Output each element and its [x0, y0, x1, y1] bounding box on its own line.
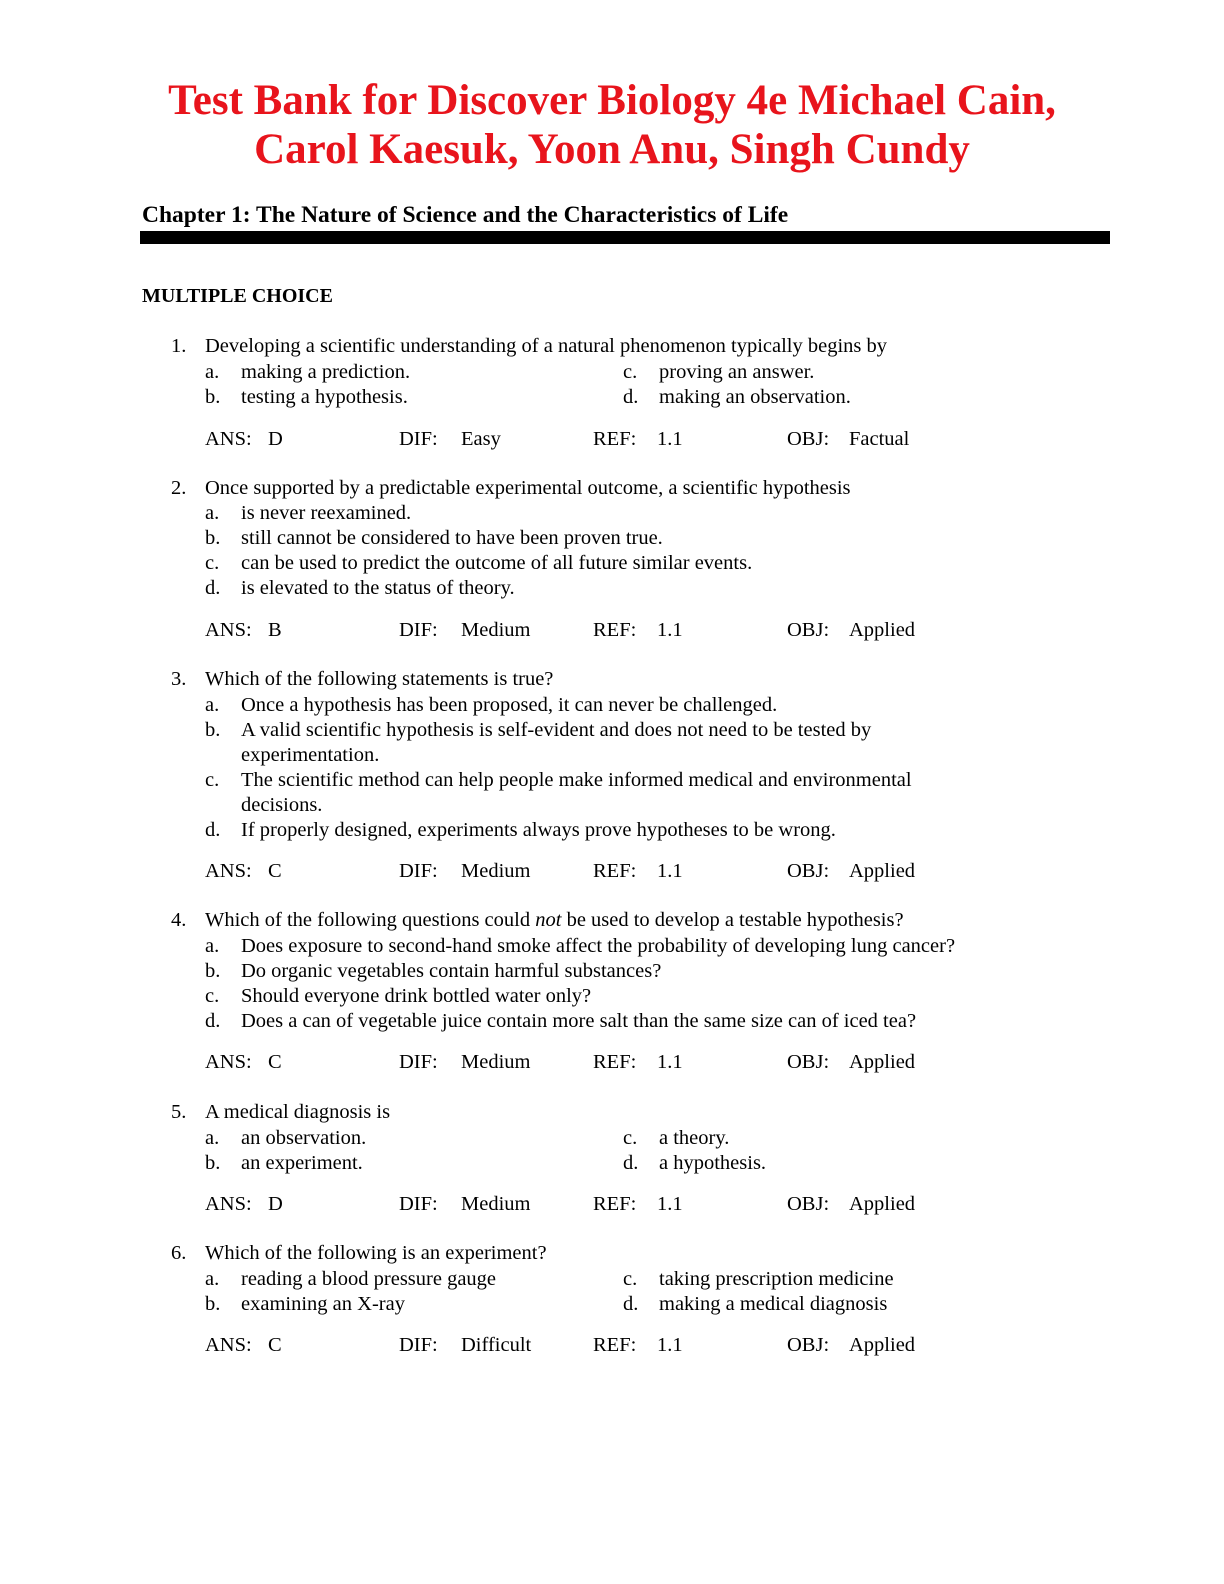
question-text: A medical diagnosis is: [205, 1101, 391, 1123]
answer-value: D: [268, 1193, 283, 1215]
answer-value: C: [268, 1051, 282, 1073]
option-b: b.: [205, 719, 221, 741]
option-b-text-continued: experimentation.: [241, 744, 380, 766]
question-number: 6.: [171, 1242, 187, 1264]
answer-value: B: [268, 619, 282, 641]
option-d-text: is elevated to the status of theory.: [241, 577, 515, 599]
option-b-text: still cannot be considered to have been proven true.: [241, 527, 663, 549]
option-c-text: a theory.: [659, 1127, 730, 1149]
difficulty-label: DIF:: [399, 1051, 438, 1073]
option-b: [205, 385, 220, 409]
question-number: 3.: [171, 668, 187, 690]
option-a: a.: [205, 1268, 220, 1290]
difficulty-value: Medium: [461, 1051, 531, 1073]
option-d-text: If properly designed, experiments always prove hypotheses to be wrong.: [241, 819, 836, 841]
option-b-text: Do organic vegetables contain harmful substances?: [241, 960, 662, 982]
difficulty-label: DIF:: [399, 1193, 438, 1215]
objective-label: OBJ:: [787, 860, 830, 882]
option-letter: c.: [623, 361, 638, 383]
option-letter: d.: [623, 386, 639, 408]
section-heading: MULTIPLE CHOICE: [142, 285, 333, 307]
reference-label: REF:: [593, 619, 637, 641]
option-d: [623, 385, 638, 409]
answer-label: ANS:: [205, 428, 252, 450]
option-a: [205, 360, 219, 384]
question-number: 2.: [171, 477, 187, 499]
reference-value: 1.1: [657, 860, 683, 882]
objective-value: Applied: [849, 1193, 916, 1215]
reference-value: 1.1: [657, 1334, 683, 1356]
difficulty-label: DIF:: [399, 860, 438, 882]
option-b: b.: [205, 1152, 221, 1174]
option-b: b.: [205, 1293, 221, 1315]
question-number: 5.: [171, 1101, 187, 1123]
option-a: a.: [205, 1127, 220, 1149]
option-c: c.: [623, 1127, 638, 1149]
option-a-text: an observation.: [241, 1127, 367, 1149]
option-c-text: taking prescription medicine: [659, 1268, 894, 1290]
reference-value: 1.1: [657, 1193, 683, 1215]
answer-label: ANS:: [205, 619, 252, 641]
difficulty-value: Medium: [461, 1193, 531, 1215]
objective-value: Factual: [849, 428, 910, 450]
objective-value: Applied: [849, 1051, 916, 1073]
option-a-text: Once a hypothesis has been proposed, it can never be challenged.: [241, 694, 778, 716]
option-d: d.: [205, 577, 221, 599]
option-c-text: The scientific method can help people make informed medical and environmental: [241, 769, 912, 791]
answer-label: ANS:: [205, 1193, 252, 1215]
option-a: a.: [205, 935, 220, 957]
question-number: 1.: [171, 335, 187, 357]
answer-label: ANS:: [205, 860, 252, 882]
option-d-text: making a medical diagnosis: [659, 1293, 888, 1315]
objective-label: OBJ:: [787, 1051, 830, 1073]
answer-value: C: [268, 860, 282, 882]
option-c-text-continued: decisions.: [241, 794, 323, 816]
option-d: d.: [623, 1293, 639, 1315]
reference-label: REF:: [593, 1193, 637, 1215]
option-b: b.: [205, 960, 221, 982]
answer-value: D: [268, 428, 283, 450]
option-a-text: reading a blood pressure gauge: [241, 1268, 497, 1290]
option-a-text: Does exposure to second-hand smoke affect the probability of developing lung cancer?: [241, 935, 956, 957]
option-b: b.: [205, 527, 221, 549]
option-a-text: making a prediction.: [241, 361, 411, 383]
difficulty-value: Medium: [461, 619, 531, 641]
option-b-text: testing a hypothesis.: [241, 386, 408, 408]
chapter-heading: Chapter 1: The Nature of Science and the Characteristics of Life: [142, 202, 789, 228]
reference-value: 1.1: [657, 619, 683, 641]
option-d: d.: [205, 1010, 221, 1032]
option-c: [623, 360, 637, 384]
option-b-text: A valid scientific hypothesis is self-evident and does not need to be tested by: [241, 719, 872, 741]
title-line-2: Carol Kaesuk, Yoon Anu, Singh Cundy: [254, 126, 970, 173]
option-a-text: is never reexamined.: [241, 502, 412, 524]
answer-value: C: [268, 1334, 282, 1356]
difficulty-value: Medium: [461, 860, 531, 882]
option-c-text: proving an answer.: [659, 361, 815, 383]
difficulty-value: Difficult: [461, 1334, 532, 1356]
objective-label: OBJ:: [787, 619, 830, 641]
reference-value: 1.1: [657, 1051, 683, 1073]
difficulty-label: DIF:: [399, 1334, 438, 1356]
option-d: d.: [623, 1152, 639, 1174]
option-b-text: an experiment.: [241, 1152, 363, 1174]
question-text: Developing a scientific understanding of a natural phenomenon typically begins by: [205, 335, 888, 357]
option-d-text: making an observation.: [659, 386, 851, 408]
reference-label: REF:: [593, 428, 637, 450]
answer-label: ANS:: [205, 1051, 252, 1073]
answer-label: ANS:: [205, 1334, 252, 1356]
option-letter: a.: [205, 361, 220, 383]
option-d: d.: [205, 819, 221, 841]
option-c: c.: [205, 985, 220, 1007]
question-text: Which of the following is an experiment?: [205, 1242, 547, 1264]
objective-value: Applied: [849, 860, 916, 882]
objective-value: Applied: [849, 619, 916, 641]
reference-label: REF:: [593, 1334, 637, 1356]
option-a: a.: [205, 694, 220, 716]
objective-label: OBJ:: [787, 428, 830, 450]
question-text: Which of the following statements is true?: [205, 668, 554, 690]
option-b-text: examining an X-ray: [241, 1293, 405, 1315]
emphasis-word: not: [535, 909, 562, 931]
option-c: c.: [205, 769, 220, 791]
reference-label: REF:: [593, 860, 637, 882]
document-title: [0, 76, 1224, 174]
option-c: c.: [205, 552, 220, 574]
option-a: a.: [205, 502, 220, 524]
reference-value: 1.1: [657, 428, 683, 450]
option-d-text: Does a can of vegetable juice contain more salt than the same size can of iced tea?: [241, 1010, 917, 1032]
objective-label: OBJ:: [787, 1334, 830, 1356]
option-letter: b.: [205, 386, 221, 408]
title-line-1: Test Bank for Discover Biology 4e Michael Cain,: [168, 77, 1056, 124]
difficulty-value: Easy: [461, 428, 501, 450]
reference-label: REF:: [593, 1051, 637, 1073]
difficulty-label: DIF:: [399, 428, 438, 450]
question-text: Once supported by a predictable experimental outcome, a scientific hypothesis: [205, 477, 851, 499]
question-number: 4.: [171, 909, 187, 931]
difficulty-label: DIF:: [399, 619, 438, 641]
option-c: c.: [623, 1268, 638, 1290]
option-c-text: can be used to predict the outcome of all future similar events.: [241, 552, 753, 574]
heading-rule: [140, 231, 1110, 244]
question-text: Which of the following questions could not be used to develop a testable hypothesis?: [205, 909, 904, 931]
option-d-text: a hypothesis.: [659, 1152, 767, 1174]
option-c-text: Should everyone drink bottled water only?: [241, 985, 592, 1007]
objective-label: OBJ:: [787, 1193, 830, 1215]
objective-value: Applied: [849, 1334, 916, 1356]
